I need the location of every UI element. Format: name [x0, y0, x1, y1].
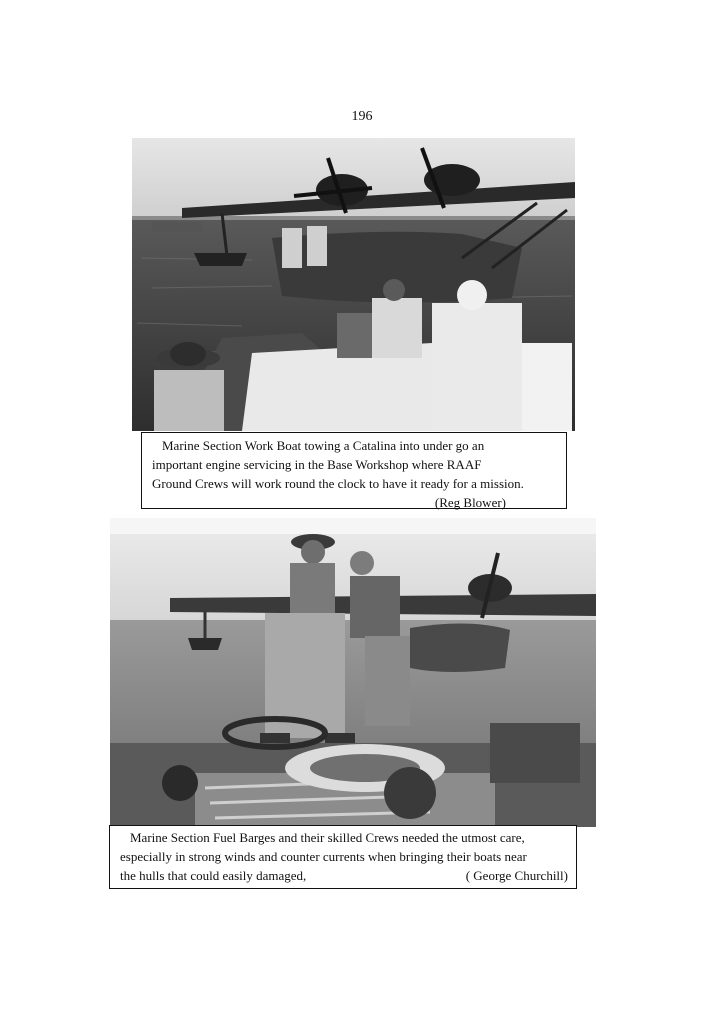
- page-number: 196: [351, 109, 373, 124]
- photo-catalina-tow: [132, 138, 575, 431]
- caption-box: [109, 825, 577, 889]
- caption-line: Marine Section Fuel Barges and their skilled Crews needed the utmost care,: [130, 830, 525, 845]
- photo-fuel-barge: [110, 518, 596, 827]
- photo-credit: ( George Churchill): [465, 868, 568, 883]
- caption-line: Ground Crews will work round the clock to have it ready for a mission.: [152, 476, 524, 491]
- caption-line: especially in strong winds and counter currents when bringing their boats near: [120, 849, 527, 864]
- photo-credit: (Reg Blower): [434, 495, 506, 510]
- caption-box: [141, 432, 567, 509]
- caption-line: the hulls that could easily damaged,: [120, 868, 307, 883]
- caption-line: important engine servicing in the Base Workshop where RAAF: [152, 457, 482, 472]
- caption-line: Marine Section Work Boat towing a Catalina into under go an: [162, 438, 485, 453]
